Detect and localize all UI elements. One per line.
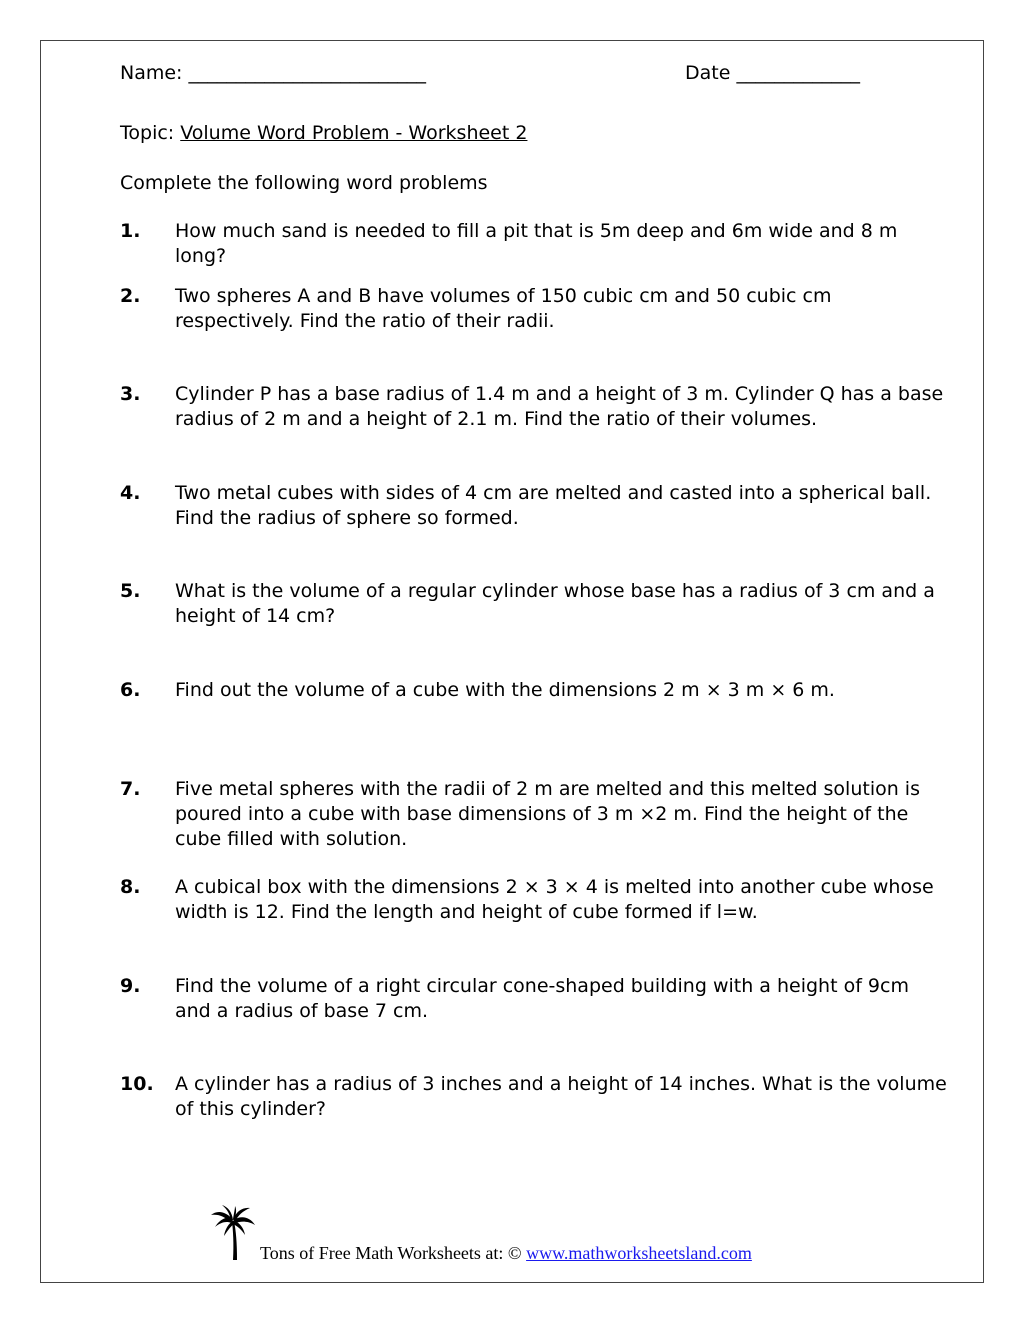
problem-text: Two spheres A and B have volumes of 150 cubic cm and 50 cubic cm respectively. Find the ratio of their radii.	[175, 285, 832, 332]
problem-number: 5.	[120, 580, 141, 602]
problem-text: Find the volume of a right circular cone-shaped building with a height of 9cm and a radius of base 7 cm.	[175, 975, 909, 1022]
problem-5	[120, 579, 950, 629]
problem-7	[120, 777, 950, 852]
problem-1	[120, 219, 950, 269]
problem-text: How much sand is needed to fill a pit that is 5m deep and 6m wide and 8 m long?	[175, 220, 898, 267]
palm-tree-icon	[210, 1205, 256, 1261]
problem-text: Find out the volume of a cube with the dimensions 2 m × 3 m × 6 m.	[175, 679, 835, 701]
topic-line	[120, 122, 527, 144]
problem-2	[120, 284, 950, 334]
problem-text: Two metal cubes with sides of 4 cm are melted and casted into a spherical ball. Find the radius of sphere so formed.	[175, 482, 932, 529]
problem-number: 8.	[120, 876, 141, 898]
website-link[interactable]: www.mathworksheetsland.com	[526, 1243, 752, 1263]
name-field: Name: _________________________	[120, 62, 426, 84]
topic-label: Topic:	[120, 122, 181, 144]
problem-number: 1.	[120, 220, 141, 242]
problem-3	[120, 382, 950, 432]
problem-number: 10.	[120, 1073, 154, 1095]
problem-number: 6.	[120, 679, 141, 701]
problem-9	[120, 974, 950, 1024]
date-field: Date _____________	[685, 62, 860, 84]
footer-text	[260, 1243, 752, 1264]
footer	[210, 1205, 850, 1265]
problem-number: 2.	[120, 285, 141, 307]
problem-10	[120, 1072, 950, 1122]
topic-title: Volume Word Problem - Worksheet 2	[180, 122, 528, 144]
problem-text: A cubical box with the dimensions 2 × 3 × 4 is melted into another cube whose width is 12. Find the length and height of cube formed if l=w.	[175, 876, 934, 923]
problem-text: What is the volume of a regular cylinder whose base has a radius of 3 cm and a height of 14 cm?	[175, 580, 935, 627]
problem-number: 3.	[120, 383, 141, 405]
instructions: Complete the following word problems	[120, 172, 488, 194]
footer-prefix: Tons of Free Math Worksheets at: ©	[260, 1243, 527, 1263]
problem-6	[120, 678, 950, 703]
problem-text: Five metal spheres with the radii of 2 m are melted and this melted solution is poured into a cube with base dimensions of 3 m ×2 m. Find the height of the cube filled with solution.	[175, 778, 920, 850]
problem-number: 9.	[120, 975, 141, 997]
problem-text: A cylinder has a radius of 3 inches and a height of 14 inches. What is the volume of this cylinder?	[175, 1073, 947, 1120]
problem-8	[120, 875, 950, 925]
problem-4	[120, 481, 950, 531]
problem-text: Cylinder P has a base radius of 1.4 m and a height of 3 m. Cylinder Q has a base radius of 2 m and a height of 2.1 m. Find the ratio of their volumes.	[175, 383, 944, 430]
problem-number: 7.	[120, 778, 141, 800]
problem-number: 4.	[120, 482, 141, 504]
